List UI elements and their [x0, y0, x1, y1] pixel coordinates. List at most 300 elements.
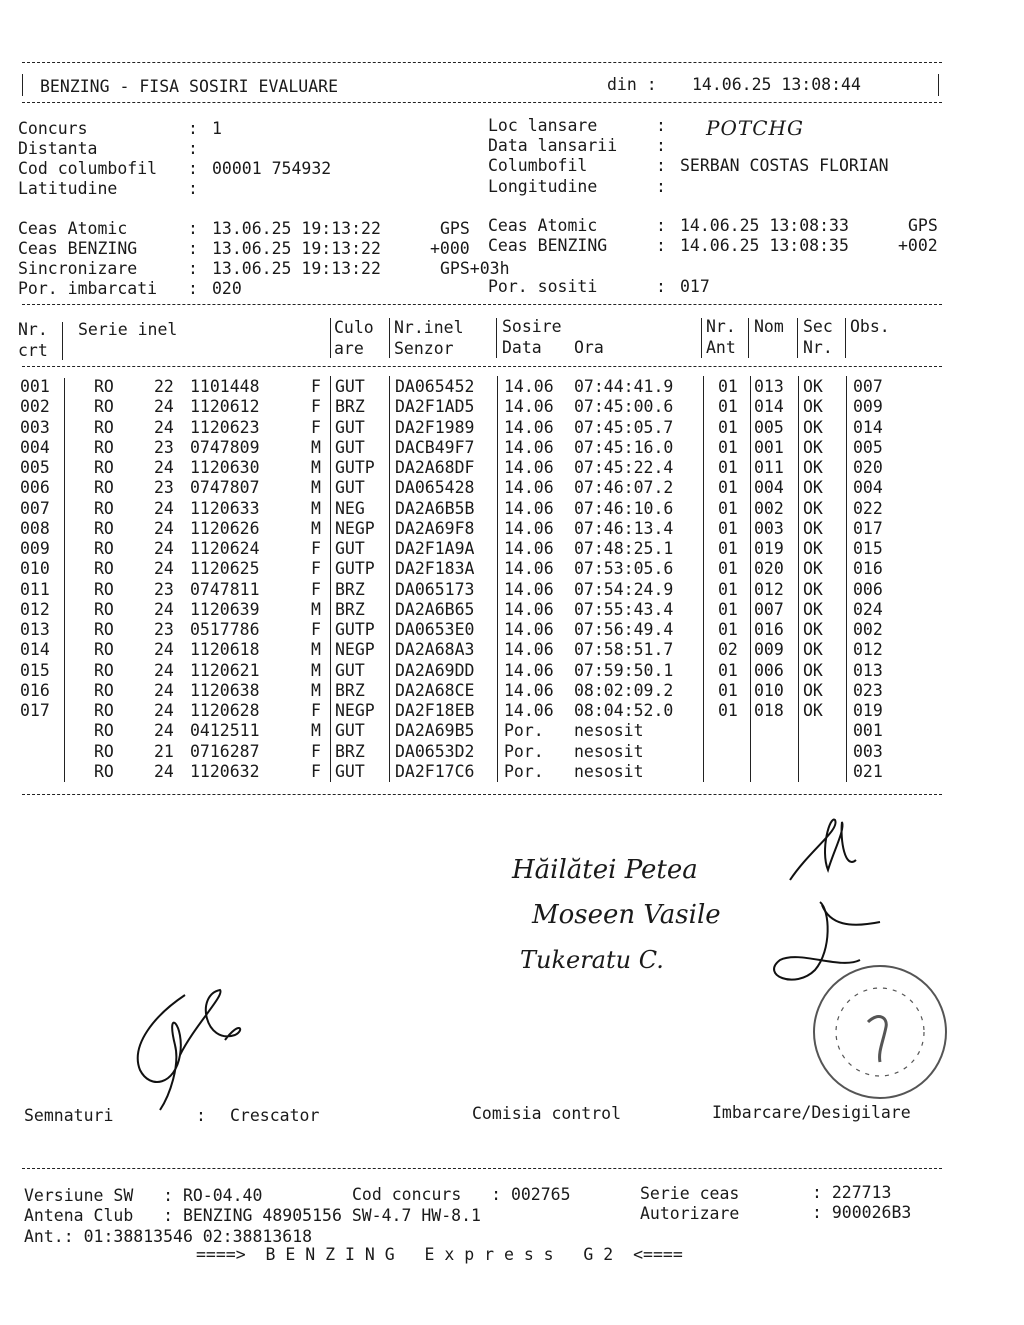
cell-nr: 005	[20, 458, 50, 477]
cell-sensor: DA2F183A	[395, 559, 475, 579]
cell-sex: M	[311, 680, 321, 700]
table-row	[0, 620, 1000, 640]
cell-ring: 1120623	[190, 417, 260, 437]
info-sep: :	[656, 236, 666, 255]
cell-sec: OK	[803, 640, 823, 660]
report-title: BENZING - FISA SOSIRI EVALUARE	[40, 77, 339, 96]
cell-ant: 02	[718, 640, 738, 660]
cell-date: 14.06	[504, 701, 554, 720]
cell-ro: RO	[94, 660, 114, 680]
cell-obs: 012	[853, 640, 883, 660]
cell-date: 14.06	[504, 498, 554, 518]
cell-col: NEG	[335, 498, 365, 518]
cell-sex: F	[311, 761, 321, 781]
footer-top-rule	[22, 1168, 942, 1169]
cell-time: 07:56:49.4	[574, 620, 674, 639]
cell-obs: 019	[853, 701, 883, 720]
cell-sec: OK	[803, 620, 823, 639]
cell-yr: 24	[154, 417, 174, 437]
footer-autorizare-label: Autorizare	[640, 1204, 740, 1223]
clock-label: Por. imbarcati	[18, 279, 158, 298]
clock-suffix: GPS	[908, 216, 938, 235]
footer-brand: ====> B E N Z I N G E x p r e s s G 2 <====	[196, 1245, 683, 1264]
cell-sex: M	[311, 478, 321, 498]
clock-label: Por. sositi	[488, 277, 598, 296]
cell-ring: 0747809	[190, 437, 260, 457]
cell-obs: 006	[853, 579, 883, 599]
table-header-rule	[22, 366, 942, 367]
cell-sex: M	[311, 660, 321, 680]
cell-ant: 01	[718, 680, 738, 700]
cell-time: 08:02:09.2	[574, 680, 674, 700]
cell-nr: 014	[20, 640, 50, 660]
cell-sex: F	[311, 559, 321, 579]
footer-antena: Antena Club : BENZING 48905156 SW-4.7 HW-8.1	[24, 1206, 481, 1225]
cell-ro: RO	[94, 680, 114, 700]
cell-yr: 24	[154, 518, 174, 538]
cell-ring: 1120625	[190, 559, 260, 579]
cell-col: BRZ	[335, 741, 365, 761]
info-value: SERBAN COSTAS FLORIAN	[680, 156, 889, 175]
cell-time: nesosit	[574, 741, 644, 761]
info-sep: :	[656, 156, 666, 175]
cell-col: GUT	[335, 417, 365, 437]
footer-ant: Ant.: 01:38813546 02:38813618	[24, 1227, 313, 1246]
cell-sensor: DA2A68CE	[395, 680, 475, 700]
cell-ro: RO	[94, 377, 114, 396]
cell-yr: 24	[154, 680, 174, 700]
signature-crescator	[125, 985, 255, 1115]
cell-sensor: DA2F1A9A	[395, 539, 475, 558]
cell-col: NEGP	[335, 518, 375, 538]
cell-sec: OK	[803, 539, 823, 558]
cell-nr: 004	[20, 437, 50, 457]
cell-nom: 014	[754, 397, 784, 417]
cell-sex: F	[311, 397, 321, 417]
clock-value: 13.06.25 19:13:22	[212, 259, 381, 278]
cell-sec: OK	[803, 680, 823, 700]
cell-sensor: DA2F17C6	[395, 761, 475, 781]
cell-nr: 008	[20, 518, 50, 538]
th-obs: Obs.	[850, 317, 890, 336]
clock-value: 14.06.25 13:08:35	[680, 236, 849, 255]
cell-ro: RO	[94, 478, 114, 498]
cell-yr: 23	[154, 437, 174, 457]
table-bottom-rule	[22, 794, 942, 795]
cell-time: 07:48:25.1	[574, 539, 674, 558]
clock-label: Ceas Atomic	[18, 219, 128, 238]
info-value: 00001 754932	[212, 159, 332, 178]
cell-ant: 01	[718, 458, 738, 477]
cell-date: 14.06	[504, 478, 554, 498]
cell-sec: OK	[803, 478, 823, 498]
cell-sec: OK	[803, 559, 823, 579]
table-row	[0, 742, 1000, 762]
cell-ring: 1120632	[190, 761, 260, 781]
cell-nr: 016	[20, 680, 50, 700]
cell-col: GUTP	[335, 559, 375, 579]
info-label: Columbofil	[488, 156, 588, 175]
info-sep: :	[656, 177, 666, 196]
cell-col: GUT	[335, 377, 365, 396]
cell-time: 07:46:10.6	[574, 498, 674, 518]
cell-date: 14.06	[504, 518, 554, 538]
th-data: Data	[502, 338, 542, 357]
cell-yr: 24	[154, 397, 174, 417]
cell-sensor: DA065173	[395, 579, 475, 599]
cell-yr: 23	[154, 620, 174, 639]
cell-ant: 01	[718, 620, 738, 639]
cell-time: 07:59:50.1	[574, 660, 674, 680]
th-nr-ant: Nr.	[706, 317, 736, 336]
cell-ro: RO	[94, 437, 114, 457]
cell-col: BRZ	[335, 579, 365, 599]
cell-ring: 0747807	[190, 478, 260, 498]
cell-sex: F	[311, 701, 321, 720]
info-sep: :	[188, 159, 198, 178]
th-nr: Nr.	[18, 320, 48, 339]
table-row	[0, 418, 1000, 438]
clock-suffix: +000	[430, 239, 470, 258]
info-sep: :	[656, 116, 666, 135]
cell-ant: 01	[718, 518, 738, 538]
cell-ro: RO	[94, 539, 114, 558]
cell-ring: 1120633	[190, 498, 260, 518]
cell-nr: 011	[20, 579, 50, 599]
cell-sensor: DA2F1989	[395, 417, 475, 437]
cell-nr: 003	[20, 417, 50, 437]
cell-time: 07:45:05.7	[574, 417, 674, 437]
header-left-bar	[22, 74, 23, 96]
cell-ant: 01	[718, 579, 738, 599]
cell-nom: 020	[754, 559, 784, 579]
cell-date: 14.06	[504, 680, 554, 700]
table-row	[0, 397, 1000, 417]
cell-sec: OK	[803, 377, 823, 396]
clock-value: 14.06.25 13:08:33	[680, 216, 849, 235]
cell-col: GUTP	[335, 620, 375, 639]
info-label: Data lansarii	[488, 136, 618, 155]
cell-date: 14.06	[504, 640, 554, 660]
cell-ant: 01	[718, 478, 738, 498]
info-sep: :	[188, 179, 198, 198]
cell-ro: RO	[94, 761, 114, 781]
cell-obs: 024	[853, 599, 883, 619]
cell-obs: 009	[853, 397, 883, 417]
cell-sensor: DA2F1AD5	[395, 397, 475, 417]
cell-ant: 01	[718, 437, 738, 457]
cell-yr: 24	[154, 599, 174, 619]
cell-yr: 24	[154, 559, 174, 579]
table-row	[0, 478, 1000, 498]
table-row	[0, 499, 1000, 519]
cell-sensor: DA2A69DD	[395, 660, 475, 680]
table-row	[0, 458, 1000, 478]
cell-yr: 21	[154, 741, 174, 761]
cell-col: GUTP	[335, 458, 375, 477]
cell-nr: 013	[20, 620, 50, 639]
cell-nom: 012	[754, 579, 784, 599]
table-row	[0, 580, 1000, 600]
info-sep: :	[656, 277, 666, 296]
cell-sex: F	[311, 741, 321, 761]
cell-ro: RO	[94, 498, 114, 518]
th-ora: Ora	[574, 338, 604, 357]
cell-yr: 24	[154, 660, 174, 680]
cell-ring: 1120630	[190, 458, 260, 477]
cell-sex: F	[311, 579, 321, 599]
clock-suffix: +002	[898, 236, 938, 255]
th-nrinel: Nr.inel	[394, 318, 464, 337]
info-sep: :	[656, 216, 666, 235]
cell-nom: 010	[754, 680, 784, 700]
info-sep: :	[188, 279, 198, 298]
cell-time: 07:45:22.4	[574, 458, 674, 477]
info-label: Distanta	[18, 139, 98, 158]
clock-label: Ceas BENZING	[18, 239, 138, 258]
cell-nr: 001	[20, 377, 50, 396]
club-stamp-icon	[808, 962, 953, 1102]
footer-serie-ceas-label: Serie ceas	[640, 1184, 740, 1203]
cell-ant: 01	[718, 539, 738, 558]
th-are: are	[334, 339, 364, 358]
cell-nr: 007	[20, 498, 50, 518]
cell-nom: 002	[754, 498, 784, 518]
cell-time: 07:55:43.4	[574, 599, 674, 619]
header-din-value: 14.06.25 13:08:44	[692, 75, 861, 94]
cell-sensor: DA065452	[395, 377, 475, 396]
info-sep: :	[188, 119, 198, 138]
cell-col: GUT	[335, 721, 365, 741]
cell-date: 14.06	[504, 660, 554, 680]
cell-sex: F	[311, 620, 321, 639]
info-label: Cod columbofil	[18, 159, 158, 178]
cell-sec: OK	[803, 599, 823, 619]
cell-ant: 01	[718, 498, 738, 518]
cell-ring: 1101448	[190, 377, 260, 396]
info-sep: :	[188, 139, 198, 158]
cell-ring: 1120626	[190, 518, 260, 538]
cell-date: Por.	[504, 741, 544, 761]
handwritten-name-2: Moseen Vasile	[532, 900, 721, 930]
cell-ro: RO	[94, 599, 114, 619]
cell-sex: M	[311, 458, 321, 477]
cell-ro: RO	[94, 458, 114, 477]
table-row	[0, 600, 1000, 620]
th-crt: crt	[18, 341, 48, 360]
cell-sec: OK	[803, 660, 823, 680]
th-ant: Ant	[706, 338, 736, 357]
cell-yr: 23	[154, 478, 174, 498]
cell-nom: 013	[754, 377, 784, 396]
th-sep	[62, 322, 63, 360]
th-sep	[748, 318, 749, 358]
cell-sensor: DA2A68A3	[395, 640, 475, 660]
cell-col: GUT	[335, 539, 365, 558]
th-sec: Sec	[803, 317, 833, 336]
cell-ring: 1120639	[190, 599, 260, 619]
table-row	[0, 762, 1000, 782]
cell-obs: 014	[853, 417, 883, 437]
cell-nom: 001	[754, 437, 784, 457]
loc-lansare-handwritten: POTCHG	[706, 116, 804, 140]
cell-obs: 016	[853, 559, 883, 579]
cell-date: 14.06	[504, 620, 554, 639]
cell-ring: 0747811	[190, 579, 260, 599]
cell-ro: RO	[94, 620, 114, 639]
cell-time: nesosit	[574, 761, 644, 781]
cell-nr: 002	[20, 397, 50, 417]
cell-sensor: DA0653D2	[395, 741, 475, 761]
info-label: Concurs	[18, 119, 88, 138]
cell-sec: OK	[803, 397, 823, 417]
clock-suffix: GPS+03h	[440, 259, 510, 278]
cell-date: Por.	[504, 761, 544, 781]
cell-yr: 24	[154, 721, 174, 741]
cell-ro: RO	[94, 579, 114, 599]
clock-label: Sincronizare	[18, 259, 138, 278]
cell-yr: 23	[154, 579, 174, 599]
cell-sex: F	[311, 539, 321, 558]
cell-nom: 005	[754, 417, 784, 437]
cell-ant: 01	[718, 397, 738, 417]
cell-ring: 1120628	[190, 701, 260, 720]
footer-version: Versiune SW : RO-04.40	[24, 1186, 263, 1205]
cell-yr: 24	[154, 701, 174, 720]
cell-obs: 001	[853, 721, 883, 741]
footer-autorizare-value: : 900026B3	[812, 1203, 912, 1222]
cell-col: GUT	[335, 660, 365, 680]
cell-obs: 005	[853, 437, 883, 457]
clock-value: 13.06.25 19:13:22	[212, 219, 381, 238]
table-top-rule	[22, 304, 942, 305]
header-bottom-rule	[22, 102, 942, 103]
clock-value: 020	[212, 279, 242, 298]
cell-yr: 24	[154, 458, 174, 477]
cell-ro: RO	[94, 397, 114, 417]
cell-sex: M	[311, 640, 321, 660]
cell-sec: OK	[803, 518, 823, 538]
info-sep: :	[188, 219, 198, 238]
cell-time: 07:46:07.2	[574, 478, 674, 498]
th-serie: Serie inel	[78, 320, 178, 339]
header-din-label: din :	[607, 75, 657, 94]
cell-nom: 018	[754, 701, 784, 720]
cell-time: 07:45:16.0	[574, 437, 674, 457]
cell-col: NEGP	[335, 640, 375, 660]
table-row	[0, 539, 1000, 559]
cell-yr: 24	[154, 761, 174, 781]
cell-ring: 0716287	[190, 741, 260, 761]
cell-obs: 017	[853, 518, 883, 538]
semnaturi-sep: :	[196, 1106, 206, 1125]
th-sep	[389, 318, 390, 358]
info-label: Longitudine	[488, 177, 598, 196]
cell-ring: 1120618	[190, 640, 260, 660]
cell-sex: M	[311, 721, 321, 741]
cell-sex: F	[311, 377, 321, 396]
cell-col: GUT	[335, 761, 365, 781]
cell-date: Por.	[504, 721, 544, 741]
cell-obs: 013	[853, 660, 883, 680]
cell-nom: 011	[754, 458, 784, 477]
table-row	[0, 559, 1000, 579]
cell-ro: RO	[94, 559, 114, 579]
info-label: Loc lansare	[488, 116, 598, 135]
table-row	[0, 519, 1000, 539]
cell-obs: 004	[853, 478, 883, 498]
info-sep: :	[188, 259, 198, 278]
handwritten-name-3: Tukeratu C.	[520, 946, 664, 974]
cell-ant: 01	[718, 599, 738, 619]
cell-sex: M	[311, 518, 321, 538]
cell-nr: 006	[20, 478, 50, 498]
cell-time: 07:58:51.7	[574, 640, 674, 660]
cell-ro: RO	[94, 741, 114, 761]
cell-ring: 0412511	[190, 721, 260, 741]
table-row	[0, 438, 1000, 458]
th-culo: Culo	[334, 318, 374, 337]
cell-nom: 007	[754, 599, 784, 619]
cell-col: NEGP	[335, 701, 375, 720]
cell-time: 07:46:13.4	[574, 518, 674, 538]
cell-sex: M	[311, 437, 321, 457]
cell-sensor: DA2A68DF	[395, 458, 475, 477]
clock-value: 13.06.25 19:13:22	[212, 239, 381, 258]
table-row	[0, 377, 1000, 397]
cell-date: 14.06	[504, 437, 554, 457]
cell-obs: 022	[853, 498, 883, 518]
th-sec-nr: Nr.	[803, 338, 833, 357]
cell-ant: 01	[718, 377, 738, 396]
cell-time: 08:04:52.0	[574, 701, 674, 720]
table-row	[0, 701, 1000, 721]
cell-sensor: DA2A6B65	[395, 599, 475, 619]
cell-sensor: DA0653E0	[395, 620, 475, 639]
info-sep: :	[656, 136, 666, 155]
cell-sex: F	[311, 417, 321, 437]
cell-nr: 015	[20, 660, 50, 680]
cell-sec: OK	[803, 498, 823, 518]
th-sep	[797, 318, 798, 358]
cell-nom: 004	[754, 478, 784, 498]
cell-sensor: DA2A6B5B	[395, 498, 475, 518]
cell-obs: 020	[853, 458, 883, 477]
cell-date: 14.06	[504, 458, 554, 477]
cell-yr: 24	[154, 539, 174, 558]
cell-date: 14.06	[504, 559, 554, 579]
cell-col: GUT	[335, 437, 365, 457]
cell-obs: 023	[853, 680, 883, 700]
cell-date: 14.06	[504, 397, 554, 417]
cell-ant: 01	[718, 417, 738, 437]
cell-yr: 22	[154, 377, 174, 396]
cell-yr: 24	[154, 640, 174, 660]
cell-sec: OK	[803, 579, 823, 599]
header-top-rule	[22, 62, 942, 63]
info-label: Latitudine	[18, 179, 118, 198]
th-sep	[845, 318, 846, 358]
table-row	[0, 640, 1000, 660]
cell-obs: 015	[853, 539, 883, 558]
th-sep	[496, 318, 497, 358]
cell-nom: 003	[754, 518, 784, 538]
cell-sec: OK	[803, 437, 823, 457]
cell-sec: OK	[803, 417, 823, 437]
cell-col: GUT	[335, 478, 365, 498]
footer-cod-concurs: Cod concurs : 002765	[352, 1185, 571, 1204]
cell-obs: 003	[853, 741, 883, 761]
